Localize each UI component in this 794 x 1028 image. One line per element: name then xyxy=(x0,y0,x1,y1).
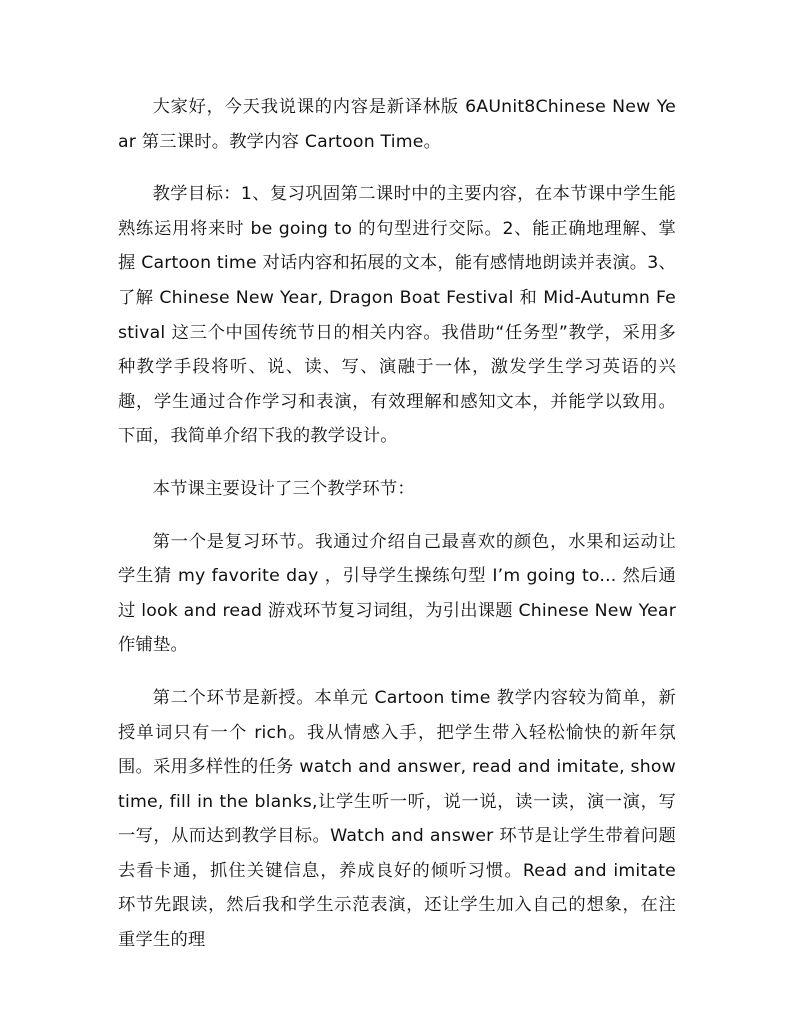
paragraph-overview: 本节课主要设计了三个教学环节： xyxy=(152,478,415,499)
paragraph-new-lesson-stage: 第二个环节是新授。本单元 Cartoon time 教学内容较为简单，新授单词只有一个 rich。我从情感入手，把学生带入轻松愉快的新年氛围。采用多样性的任务 watch and answer, read and imitate, show time, fill in the blanks,让学生听一听，说一说，读一读，演一演，写一写，从而达到教学目标。Watch and answer 环节是让学生带着问题去看卡通，抓住关键信息，养成良好的倾听习惯。Read and imitate 环节先跟读，然后我和学生示范表演，还让学生加入自己的想象，在注重学生的理 xyxy=(118,687,676,951)
paragraph-intro: 大家好，今天我说课的内容是新译林版 6AUnit8Chinese New Year 第三课时。教学内容 Cartoon Time。 xyxy=(118,97,676,152)
paragraph-review-stage: 第一个是复习环节。我通过介绍自己最喜欢的颜色，水果和运动让学生猜 my favorite day ，引导学生操练句型 I’m going to... 然后通过 look and read 游戏环节复习词组，为引出课题 Chinese New Year 作铺垫。 xyxy=(118,531,676,656)
paragraph-objectives: 教学目标：1、复习巩固第二课时中的主要内容，在本节课中学生能熟练运用将来时 be going to 的句型进行交际。2、能正确地理解、掌握 Cartoon time 对话内容和拓展的文本，能有感情地朗读并表演。3、了解 Chinese New Year, Dragon Boat Festival 和 Mid-Autumn Festival 这三个中国传统节日的相关内容。我借助“任务型”教学，采用多种教学手段将听、说、读、写、演融于一体，激发学生学习英语的兴趣，学生通过合作学习和表演，有效理解和感知文本，并能学以致用。下面，我简单介绍下我的教学设计。 xyxy=(118,184,676,447)
